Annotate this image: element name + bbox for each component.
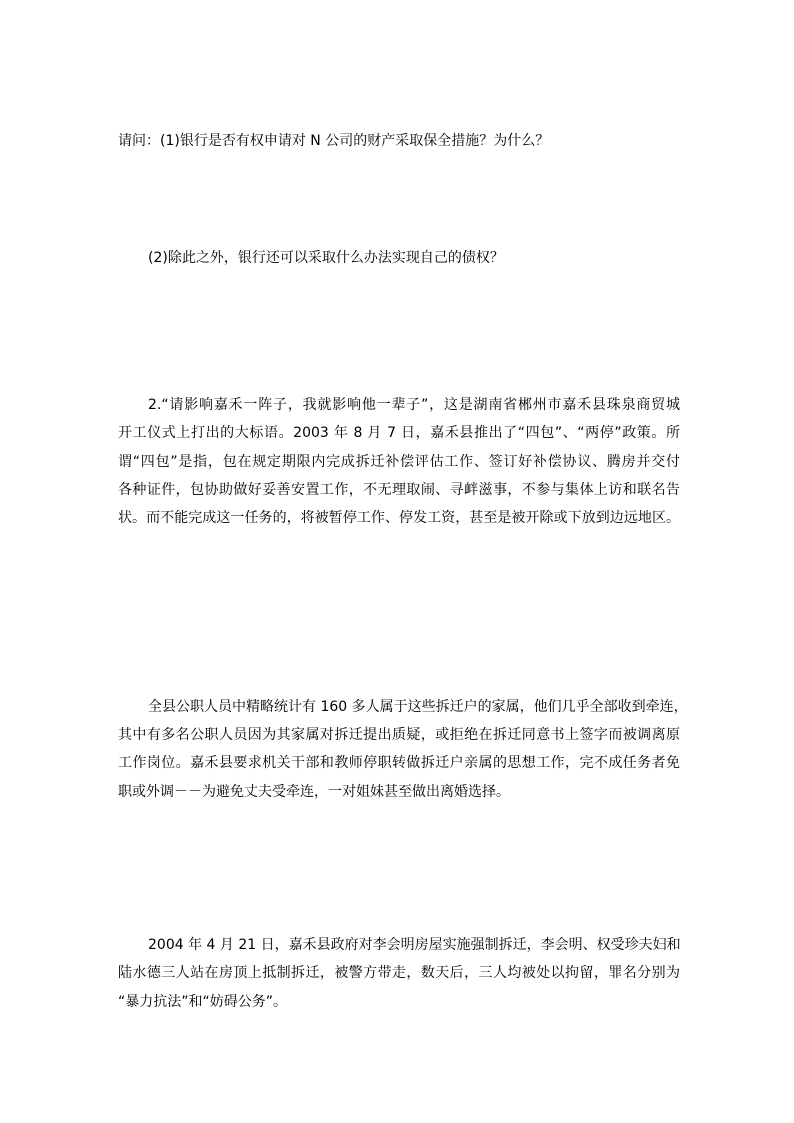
- paragraph-line: 陆水德三人站在房顶上抵制拆迁，被警方带走，数天后，三人均被处以拘留，罪名分别为: [118, 965, 680, 981]
- paragraph-line: 全县公职人员中精略统计有 160 多人属于这些拆迁户的家属，他们几乎全部收到牵连，: [148, 699, 688, 715]
- paragraph-line: 开工仪式上打出的大标语。2003 年 8 月 7 日，嘉禾县推出了“四包”、“两停”政策。所: [118, 425, 680, 441]
- paragraph-line: 2004 年 4 月 21 日，嘉禾县政府对李会明房屋实施强制拆迁，李会明、权受珍夫妇和: [148, 937, 681, 953]
- paragraph-line: 工作岗位。嘉禾县要求机关干部和教师停职转做拆迁户亲属的思想工作，完不成任务者免: [118, 755, 680, 771]
- paragraph-line: 职或外调－－为避免丈夫受牵连，一对姐妹甚至做出离婚选择。: [118, 784, 510, 800]
- paragraph-line: “暴力抗法”和“妨碍公务”。: [118, 994, 288, 1010]
- paragraph-line: 各种证件，包协助做好妥善安置工作，不无理取闹、寻衅滋事，不参与集体上访和联名告: [118, 482, 680, 498]
- paragraph-line: 状。而不能完成这一任务的，将被暂停工作、停发工资，甚至是被开除或下放到边远地区。: [118, 510, 680, 526]
- paragraph-line: 其中有多名公职人员因为其家属对拆迁提出质疑，或拒绝在拆迁同意书上签字而被调离原: [118, 727, 680, 743]
- question-2: (2)除此之外，银行还可以采取什么办法实现自己的债权？: [148, 250, 504, 266]
- paragraph-line: 谓“四包”是指，包在规定期限内完成拆迁补偿评估工作、签订好补偿协议、腾房并交付: [118, 454, 680, 470]
- paragraph-line: 2.“请影响嘉禾一阵子，我就影响他一辈子”，这是湖南省郴州市嘉禾县珠泉商贸城: [148, 397, 680, 413]
- question-1: 请问：(1)银行是否有权申请对 N 公司的财产采取保全措施？为什么？: [118, 133, 550, 149]
